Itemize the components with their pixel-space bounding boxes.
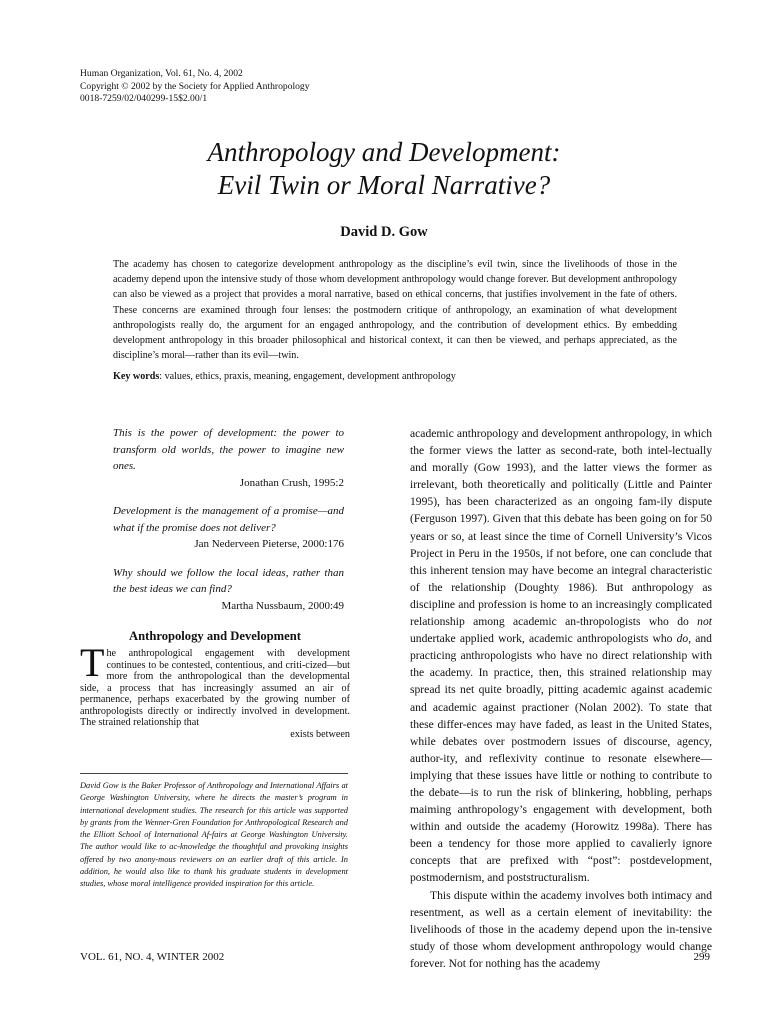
epigraph — [113, 425, 344, 491]
title-line-2: Evil Twin or Moral Narrative? — [217, 170, 551, 200]
intro-text: he anthropological engagement with development continues to be contested, contentious, and criti-cized—but more from the anthropological than the developmental side, a process that has increasingly assumed an air of permanence, perhaps exacerbated by the growing number of anthropologists directly or indirectly involved in development. The strained relationship that — [80, 648, 350, 728]
author-footnote: David Gow is the Baker Professor of Anthropology and International Affairs at George Washington University, where he directs the master’s program in international development studies. The research for this article was supported by grants from the Wenner-Gren Foundation for Anthropological Research and the Elliott School of International Af-fairs at George Washington University. The author would like to ac-knowledge the thoughtful and provoking insights offered by two anony-mous reviewers on an earlier draft of this article. In addition, he would also like to thank his graduate students in development studies, whose moral intelligence provided inspiration for this article. — [80, 781, 348, 889]
epigraph-quote: Why should we follow the local ideas, rather than the best ideas we can find? — [113, 566, 344, 595]
citation-line: Human Organization, Vol. 61, No. 4, 2002 — [80, 68, 243, 79]
footnote-divider — [80, 773, 348, 774]
epigraph-quote: Development is the management of a promise—and what if the promise does not deliver? — [113, 505, 344, 534]
emphasis-not: not — [697, 615, 712, 629]
section-heading: Anthropology and Development — [129, 629, 301, 643]
keywords-text: : values, ethics, praxis, meaning, engagement, development anthropology — [159, 371, 456, 382]
right-column — [410, 425, 712, 972]
epigraph — [113, 565, 344, 615]
epigraph-attribution: Martha Nussbaum, 2000:49 — [221, 599, 344, 612]
copyright-line: Copyright © 2002 by the Society for Applied Anthropology — [80, 80, 310, 92]
body-paragraph: This dispute within the academy involves both intimacy and resentment, as well as a certain element of inevitability: the livelihoods of those in the academy depend upon the in-tensive study of those whom development anthropology would change forever. Not for nothing has the academy — [410, 888, 712, 970]
body-paragraph — [410, 425, 712, 887]
drop-cap: T — [80, 640, 105, 685]
body-text: , and practicing anthropologists who have no direct relationship with the academy. In practice, then, this strained relationship may spread its net quite broadly, pitting academic against academic and academic against practioner (Nolan 2002). To state that these differ-ences may have faded, as least in the United States, while debates over postmodern issues of discourse, agency, author-ity, and reflexivity continue to resonate elsewhere—implying that these issues have little or nothing to contribute to the debate—is to run the risk of blinkering, hobbling, perhaps maiming anthropology’s engagement with development, both within and outside the academy (Horowitz 1998a). There has been a tendency for those more applied to cavalierly ignore concepts that are prefixed with “post”: postdevelopment, postmodernism, and poststructuralism. — [410, 632, 712, 885]
epigraph — [113, 503, 344, 553]
intro-paragraph — [80, 640, 350, 740]
keywords — [113, 370, 677, 384]
issn-line: 0018-7259/02/040299-15$2.00/1 — [80, 93, 208, 105]
body-text: undertake applied work, academic anthropologists who — [410, 632, 677, 646]
body-text: academic anthropology and development anthropology, in which the former views the latter as second-rate, both intel-lectually and morally (Gow 1993), and the latter views the former as irrelevant, both theoretically and politically (Little and Painter 1995), has been characterized as an ongoing fam-ily dispute (Ferguson 1997). Given that this debate has been going on for 50 years or so, at least since the time of Cornell University’s Vicos Project in Peru in the 1950s, if not before, one can conclude that this inherent tension may have become an integral characteristic of the relationship (Doughty 1986). But anthropology as discipline and profession is home to an increasingly complicated relationship among academic an-thropologists who do — [410, 427, 712, 629]
issue-footer: VOL. 61, NO. 4, WINTER 2002 — [80, 951, 225, 963]
epigraph-attribution: Jan Nederveen Pieterse, 2000:176 — [194, 538, 344, 550]
epigraph-quote: This is the power of development: the power to transform old worlds, the power to imagine new ones. — [113, 427, 344, 472]
abstract: The academy has chosen to categorize development anthropology as the discipline’s evil twin, since the livelihoods of those in the academy depend upon the intensive study of those whom development anthropology would change forever. But development anthropology can also be viewed as a project that provides a moral narrative, based on ethical concerns, that justifies involvement in the fate of others. These concerns are examined through four lenses: the postmodern critique of anthropology, an examination of what development anthropologists really do, the argument for an engaged anthropology, and the contribution of development ethics. By embedding development anthropology in this broader philosophical and historical context, it can then be viewed, and perhaps appreciated, as the discipline’s moral—rather than its evil—twin. — [113, 259, 677, 362]
journal-citation-header — [80, 68, 310, 106]
article-title — [80, 136, 688, 202]
title-line-1: Anthropology and Development: — [207, 137, 561, 167]
page-number: 299 — [693, 951, 710, 963]
epigraph-attribution: Jonathan Crush, 1995:2 — [239, 476, 344, 489]
emphasis-do: do — [676, 632, 689, 646]
left-column — [80, 425, 350, 740]
author-name: David D. Gow — [340, 224, 428, 240]
intro-last-line: exists between — [290, 728, 350, 740]
keywords-label: Key words — [113, 371, 160, 382]
